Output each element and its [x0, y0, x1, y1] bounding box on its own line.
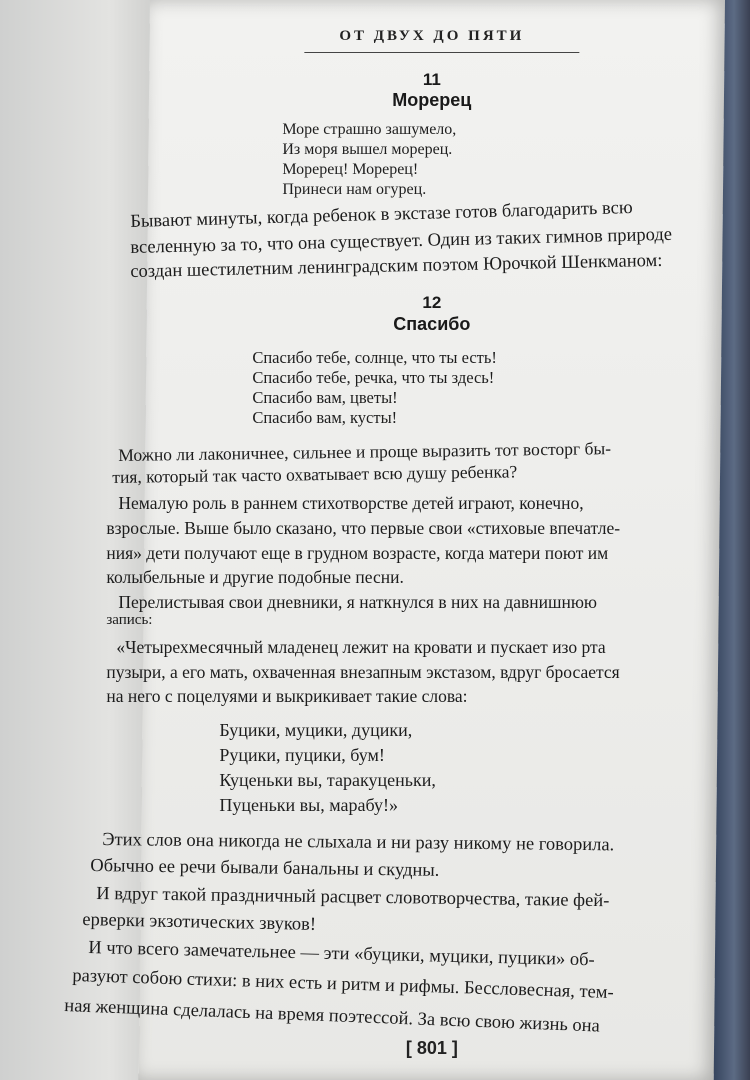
verse-line: Буцики, муцики, дуцики,	[219, 720, 413, 740]
verse-line: Моререц! Моререц!	[282, 161, 419, 178]
poem-title: Моререц	[392, 90, 472, 110]
poem-number: 11	[422, 70, 441, 89]
book-page	[63, 0, 725, 1080]
text-line: колыбельные и другие подобные песни.	[106, 567, 404, 587]
verse-line: Спасибо вам, цветы!	[252, 388, 398, 407]
text-line: ния» дети получают еще в грудном возрасте, когда матери поют им	[106, 543, 609, 563]
text-line: разуют собою стихи: в них есть и ритм и рифмы. Бессловесная, тем-	[72, 966, 614, 1004]
poem-verse	[219, 718, 435, 818]
text-line: пузыри, а его мать, охваченная внезапным экстазом, вдруг бросается	[106, 662, 620, 682]
text-line: ерверки экзотических звуков!	[82, 910, 317, 935]
text-line: вселенную за то, что она существует. Один из таких гимнов природе	[130, 224, 673, 258]
verse-line: Спасибо тебе, речка, что ты здесь!	[252, 368, 495, 387]
text-line: Немалую роль в раннем стихотворстве детей играют, конечно,	[118, 493, 584, 513]
verse-line: Из моря вышел моререц.	[282, 141, 453, 158]
text-line: взрослые. Выше было сказано, что первые свои «стиховые впечатле-	[106, 518, 621, 538]
text-line: «Четырехмесячный младенец лежит на кровати и пускает изо рта	[116, 637, 606, 657]
text-line: Бывают минуты, когда ребенок в экстазе готов благодарить всю	[130, 197, 633, 232]
text-line: на него с поцелуями и выкрикивает такие слова:	[106, 686, 468, 706]
text-line: создан шестилетним ленинградским поэтом Юрочкой Шенкманом:	[130, 250, 663, 282]
verse-line: Море страшно зашумело,	[282, 121, 457, 138]
verse-line: Пуценьки вы, марабу!»	[219, 795, 399, 815]
text-line: И вдруг такой праздничный расцвет словотворчества, такие фей-	[96, 884, 610, 912]
poem-title: Спасибо	[393, 314, 471, 334]
running-head: ОТ ДВУХ ДО ПЯТИ	[339, 28, 525, 44]
verse-line: Руцики, пуцики, бум!	[219, 745, 385, 765]
text-line: запись:	[106, 612, 153, 628]
text-line: Обычно ее речи бывали банальны и скудны.	[90, 856, 440, 881]
poem-number: 12	[422, 293, 442, 312]
poem-verse	[282, 120, 456, 200]
poem-verse	[252, 348, 497, 428]
verse-line: Куценьки вы, таракуценьки,	[219, 770, 436, 790]
text-line: ная женщина сделалась на время поэтессой. За всю свою жизнь она	[63, 996, 601, 1037]
verse-line: Принеси нам огурец.	[282, 181, 427, 198]
text-line: И что всего замечательнее — эти «буцики, муцики, пуцики» об-	[88, 938, 595, 971]
running-head-rule	[304, 52, 579, 53]
verse-line: Спасибо вам, кусты!	[252, 408, 398, 427]
verse-line: Спасибо тебе, солнце, что ты есть!	[252, 348, 497, 367]
page-number: [ 801 ]	[405, 1038, 458, 1058]
text-line: Перелистывая свои дневники, я наткнулся в них на давнишнюю	[118, 592, 598, 612]
text-line: Можно ли лаконичнее, сильнее и проще выразить тот восторг бы-	[118, 438, 612, 465]
text-line: тия, который так часто охватывает всю душу ребенка?	[112, 461, 518, 487]
text-line: Этих слов она никогда не слыхала и ни разу никому не говорила.	[102, 830, 615, 856]
